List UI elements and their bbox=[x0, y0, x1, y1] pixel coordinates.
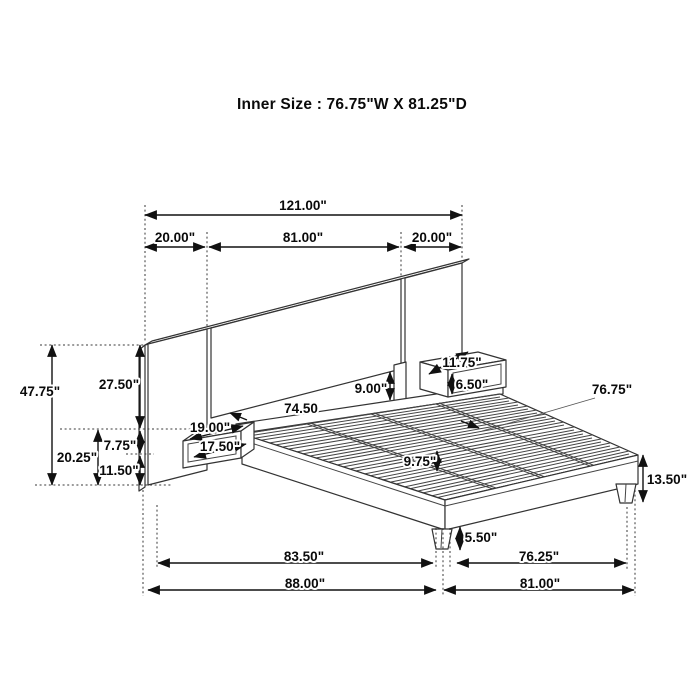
dim-11-75: 11.75" bbox=[442, 355, 482, 370]
dim-20-left: 20.00" bbox=[154, 230, 196, 245]
dim-121: 121.00" bbox=[279, 198, 327, 213]
dim-27-50: 27.50" bbox=[98, 377, 140, 392]
dim-20-25: 20.25" bbox=[56, 450, 98, 465]
dim-11-50: 11.50" bbox=[99, 463, 139, 478]
page-title: Inner Size : 76.75"W X 81.25"D bbox=[236, 96, 468, 113]
dim-6-50: 6.50" bbox=[455, 377, 489, 392]
dim-9-00: 9.00" bbox=[354, 381, 388, 396]
dim-74-50: 74.50 bbox=[284, 401, 318, 416]
dim-13-50: 13.50" bbox=[646, 472, 688, 487]
dim-20-right: 20.00" bbox=[411, 230, 453, 245]
dim-76-75: 76.75" bbox=[591, 382, 633, 397]
dim-19-00: 19.00" bbox=[189, 420, 231, 435]
dim-7-75: 7.75" bbox=[103, 438, 137, 453]
dim-81-00-bottom: 81.00" bbox=[519, 576, 561, 591]
dim-5-50: 5.50" bbox=[464, 530, 498, 545]
dim-9-75: 9.75" bbox=[403, 454, 437, 469]
dim-76-25: 76.25" bbox=[518, 549, 560, 564]
dim-88-00: 88.00" bbox=[284, 576, 326, 591]
dim-17-50: 17.50" bbox=[199, 439, 241, 454]
dim-83-50: 83.50" bbox=[283, 549, 325, 564]
dim-47-75: 47.75" bbox=[19, 384, 61, 399]
dim-81-top: 81.00" bbox=[282, 230, 324, 245]
